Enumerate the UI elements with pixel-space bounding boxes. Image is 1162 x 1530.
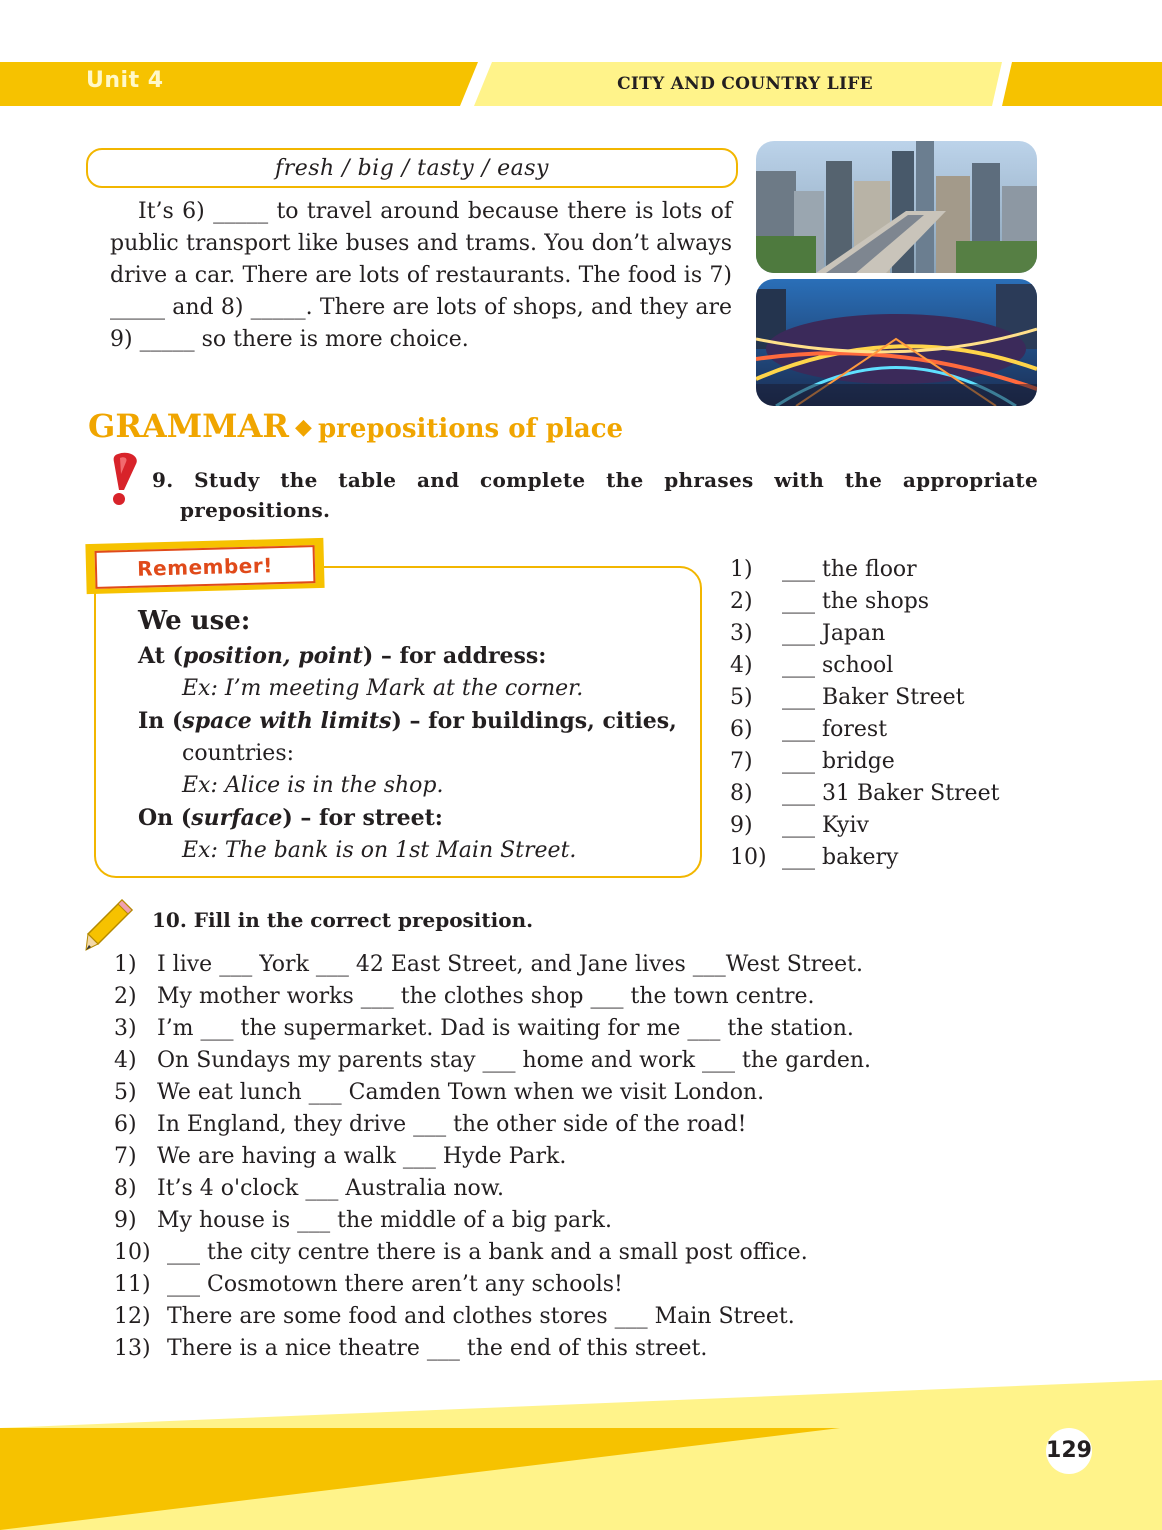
item-number: 6) [730,717,753,742]
rule-on-example: Ex: The bank is on 1st Main Street. [182,838,577,863]
list-item [730,810,999,842]
rule-on-italic: surface [191,805,283,831]
item-text: I live ___ York ___ 42 East Street, and Jane lives ___West Street. [157,952,864,977]
item-text: In England, they drive ___ the other side of the road! [157,1112,747,1137]
task9-instruction: 9. Study the table and complete the phrases with the appropriate [152,468,1038,492]
footer-band [0,1380,1162,1530]
city-night-photo [756,279,1037,406]
item-text: ___ the shops [782,589,930,614]
list-item [114,1045,871,1077]
list-item [114,1269,871,1301]
task10-instruction: 10. Fill in the correct preposition. [152,908,534,932]
item-number: 5) [730,685,753,710]
list-item [730,714,999,746]
exclamation-icon [104,452,140,512]
word-box [86,148,738,188]
paragraph-text: It’s 6) _____ to travel around because there is lots of public transport like buses and trams. You don’t always drive a car. There are lots of restaurants. The food is 7) _____ and 8) _____. There are lots of shops, and they are 9) _____ so there is more choice. [110,199,732,352]
item-text: It’s 4 o'clock ___ Australia now. [157,1176,504,1201]
rule-in [138,705,698,738]
item-number: 10) [114,1240,151,1265]
list-item [730,778,999,810]
item-number: 3) [114,1016,137,1041]
item-number: 12) [114,1304,151,1329]
list-item [730,586,999,618]
item-text: On Sundays my parents stay ___ home and work ___ the garden. [157,1048,872,1073]
item-number: 7) [730,749,753,774]
unit-label: Unit 4 [86,68,164,93]
rule-in-italic: space with limits [182,708,392,734]
item-number: 9) [114,1208,137,1233]
item-number: 9) [730,813,753,838]
list-item [730,746,999,778]
item-number: 4) [114,1048,137,1073]
item-number: 1) [730,557,753,582]
list-item [114,1077,871,1109]
item-text: We eat lunch ___ Camden Town when we visit London. [157,1080,765,1105]
list-item [730,650,999,682]
word-options: fresh / big / tasty / easy [275,156,549,181]
item-text: ___ forest [782,717,888,742]
city-skyline-photo [756,141,1037,273]
list-item [114,1141,871,1173]
item-number: 2) [730,589,753,614]
list-item [114,1333,871,1365]
item-text: ___ the floor [782,557,917,582]
rule-in-close: ) – for buildings, cities, [391,708,677,734]
page-number: 129 [1046,1428,1092,1474]
grammar-title: GRAMMAR [88,407,290,445]
item-text: I’m ___ the supermarket. Dad is waiting for me ___ the station. [157,1016,854,1041]
rule-in-example: Ex: Alice is in the shop. [182,773,444,798]
rule-at-example: Ex: I’m meeting Mark at the corner. [182,676,584,701]
rule-on-label: On ( [138,805,192,831]
item-number: 3) [730,621,753,646]
rule-at-italic: position, point [182,643,363,669]
item-number: 5) [114,1080,137,1105]
phrases-list [730,554,999,874]
rule-in-label: In ( [138,708,183,734]
item-number: 8) [730,781,753,806]
grammar-heading [88,407,623,445]
item-text: ___ school [782,653,894,678]
section-title: CITY AND COUNTRY LIFE [617,74,873,94]
rule-in-cont: countries: [182,741,295,766]
list-item [730,618,999,650]
rule-on-close: ) – for street: [282,805,443,831]
item-text: My mother works ___ the clothes shop ___ the town centre. [157,984,815,1009]
grammar-subtitle: prepositions of place [317,414,624,444]
remember-tag: Remember! [136,553,274,581]
list-item [730,842,999,874]
item-number: 1) [114,952,137,977]
list-item [114,981,871,1013]
rule-at-label: At ( [138,643,183,669]
item-number: 4) [730,653,753,678]
rule-on [138,802,698,835]
rule-at-close: ) – for address: [362,643,547,669]
diamond-icon: ◆ [295,414,312,440]
list-item [114,1173,871,1205]
item-text: There is a nice theatre ___ the end of this street. [167,1336,708,1361]
item-text: ___ bridge [782,749,895,774]
item-text: ___ Kyiv [782,813,869,838]
item-number: 2) [114,984,137,1009]
item-text: ___ 31 Baker Street [782,781,1000,806]
item-text: ___ the city centre there is a bank and a small post office. [167,1240,808,1265]
reading-paragraph [110,196,732,356]
item-text: There are some food and clothes stores ___ Main Street. [167,1304,795,1329]
item-number: 11) [114,1272,151,1297]
task9-instruction-cont: prepositions. [180,498,331,522]
list-item [114,1109,871,1141]
item-number: 13) [114,1336,151,1361]
item-text: ___ Cosmotown there aren’t any schools! [167,1272,623,1297]
item-text: ___ Japan [782,621,886,646]
rule-at [138,640,698,673]
item-number: 7) [114,1144,137,1169]
list-item [730,554,999,586]
item-text: My house is ___ the middle of a big park. [157,1208,613,1233]
item-number: 10) [730,845,767,870]
list-item [730,682,999,714]
item-text: ___ bakery [782,845,899,870]
sentences-list [114,949,871,1365]
list-item [114,949,871,981]
list-item [114,1013,871,1045]
remember-content [138,604,698,867]
item-text: ___ Baker Street [782,685,965,710]
list-item [114,1205,871,1237]
item-number: 8) [114,1176,137,1201]
item-number: 6) [114,1112,137,1137]
item-text: We are having a walk ___ Hyde Park. [157,1144,567,1169]
we-use-heading: We use: [138,606,251,636]
list-item [114,1301,871,1333]
list-item [114,1237,871,1269]
pencil-icon [84,898,136,956]
